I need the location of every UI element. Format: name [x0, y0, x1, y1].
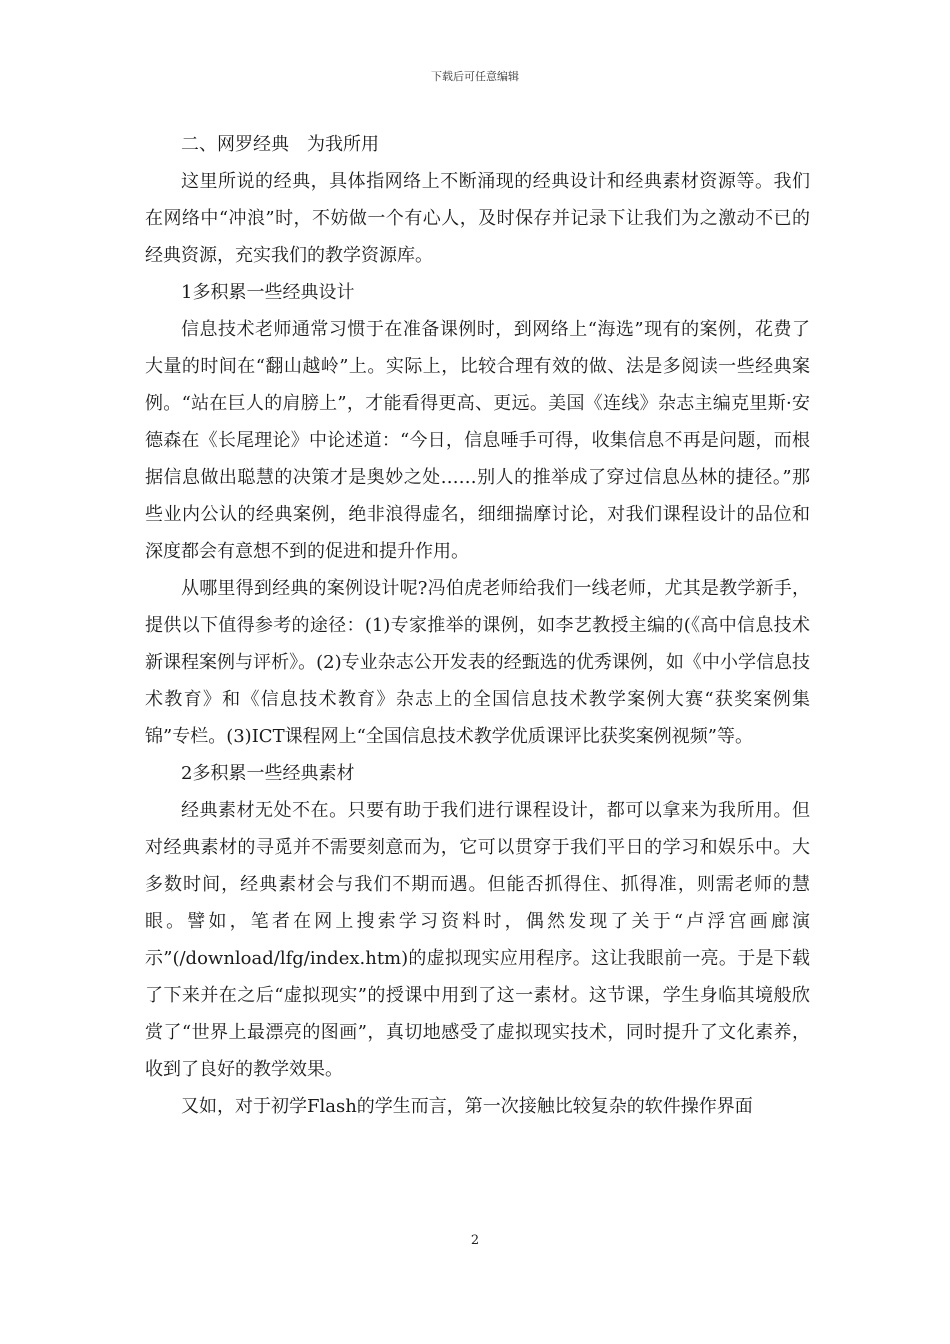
subsection-2-paragraph-1: 经典素材无处不在。只要有助于我们进行课程设计，都可以拿来为我所用。但对经典素材的寻觅并不需要刻意而为，它可以贯穿于我们平日的学习和娱乐中。大多数时间，经典素材会与我们不期而遇。但能否抓得住、抓得准，则需老师的慧眼。譬如，笔者在网上搜索学习资料时，偶然发现了关于“卢浮宫画廊演示”(/download/lfg/index.htm)的虚拟现实应用程序。这让我眼前一亮。于是下载了下来并在之后“虚拟现实”的授课中用到了这一素材。这节课，学生身临其境般欣赏了“世界上最漂亮的图画”，真切地感受了虚拟现实技术，同时提升了文化素养，收到了良好的教学效果。 [145, 800, 810, 1080]
intro-paragraph: 这里所说的经典，具体指网络上不断涌现的经典设计和经典素材资源等。我们在网络中“冲浪”时，不妨做一个有心人，及时保存并记录下让我们为之激动不已的经典资源，充实我们的教学资源库。 [145, 171, 810, 266]
subsection-title-2: 2多积累一些经典素材 [181, 763, 355, 784]
subsection-1-paragraph-1: 信息技术老师通常习惯于在准备课例时，到网络上“海选”现有的案例，花费了大量的时间在“翻山越岭”上。实际上，比较合理有效的做、法是多阅读一些经典案例。“站在巨人的肩膀上”，才能看得更高、更远。美国《连线》杂志主编克里斯·安德森在《长尾理论》中论述道：“今日，信息唾手可得，收集信息不再是问题，而根据信息做出聪慧的决策才是奥妙之处……别人的推举成了穿过信息丛林的捷径。”那些业内公认的经典案例，绝非浪得虚名，细细揣摩讨论，对我们课程设计的品位和深度都会有意想不到的促进和提升作用。 [145, 319, 810, 562]
subsection-title-1: 1多积累一些经典设计 [181, 282, 355, 303]
subsection-2-paragraph-2: 又如，对于初学Flash的学生而言，第一次接触比较复杂的软件操作界面 [181, 1096, 753, 1117]
document-body [145, 126, 810, 1125]
page-number: 2 [470, 1233, 480, 1248]
section-title: 二、网罗经典 为我所用 [181, 134, 379, 155]
subsection-1-paragraph-2: 从哪里得到经典的案例设计呢?冯伯虎老师给我们一线老师，尤其是教学新手，提供以下值得参考的途径：(1)专家推举的课例，如李艺教授主编的(《高中信息技术新课程案例与评析》。(2)专业杂志公开发表的经甄选的优秀课例，如《中小学信息技术教育》和《信息技术教育》杂志上的全国信息技术教学案例大赛“获奖案例集锦”专栏。(3)ICT课程网上“全国信息技术教学优质课评比获奖案例视频”等。 [145, 578, 810, 747]
page-header: 下载后可任意编辑 [431, 70, 519, 83]
